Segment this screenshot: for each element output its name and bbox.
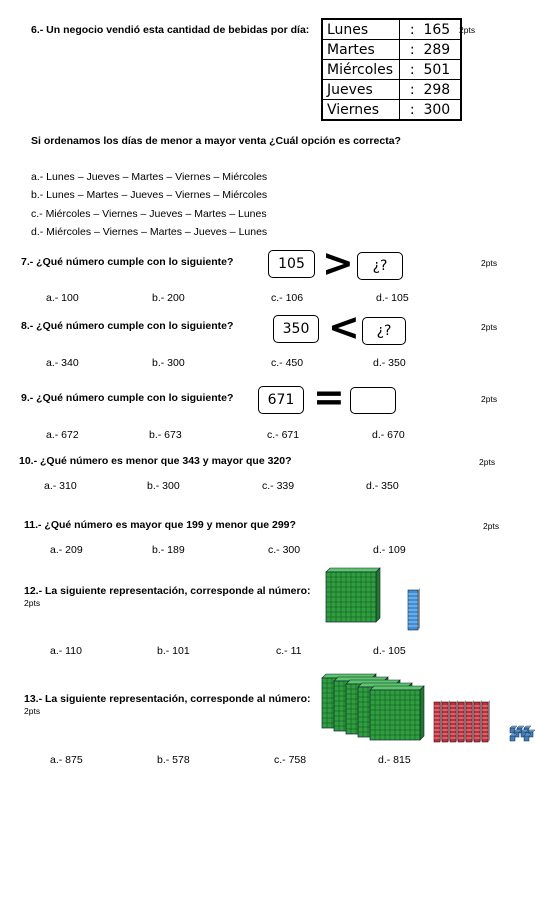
ten-rod-blocks [408,588,420,630]
q8-option-a[interactable]: a.- 340 [46,357,79,369]
ten-rod [434,700,442,742]
q6-option-c[interactable]: c.- Miércoles – Viernes – Jueves – Martes – Lunes [31,208,267,220]
ten-rod [466,700,474,742]
table-row [322,100,461,121]
q8-right-box: ¿? [362,317,406,345]
q7-points: 2pts [481,258,498,268]
q11-points: 2pts [483,521,500,531]
ten-rod-blocks [434,700,490,742]
q8-option-b[interactable]: b.- 300 [152,357,185,369]
value-cell: : 298 [400,80,462,100]
table-row [322,40,461,60]
q10-option-d[interactable]: d.- 350 [366,480,399,492]
hundred-flat-blocks [326,568,380,622]
ten-rod [474,700,482,742]
hundred-flat [326,568,380,622]
q6-question: 6.- Un negocio vendió esta cantidad de bebidas por día: [31,24,310,36]
q7-left-box: 105 [268,250,315,278]
q13-points: 2pts [24,706,41,716]
q12-points: 2pts [24,598,41,608]
q11-option-a[interactable]: a.- 209 [50,544,83,556]
q6-prompt: Si ordenamos los días de menor a mayor venta ¿Cuál opción es correcta? [31,135,401,147]
q9-question: 9.- ¿Qué número cumple con lo siguiente? [21,392,234,404]
q13-option-a[interactable]: a.- 875 [50,754,83,766]
q9-right-box [350,387,396,414]
equals-symbol: = [313,375,345,419]
greater-than-symbol: > [322,241,354,285]
ten-rod [442,700,450,742]
ten-rod [482,700,490,742]
sales-table [321,18,462,121]
q6-option-d[interactable]: d.- Miércoles – Viernes – Martes – Jueves – Lunes [31,226,268,238]
q8-left-box: 350 [273,315,319,343]
q7-right-box: ¿? [357,252,403,280]
q10-option-b[interactable]: b.- 300 [147,480,180,492]
hundred-flat [370,686,424,740]
q9-option-a[interactable]: a.- 672 [46,429,79,441]
table-row [322,60,461,80]
q10-option-c[interactable]: c.- 339 [262,480,295,492]
q8-points: 2pts [481,322,498,332]
q9-points: 2pts [481,394,498,404]
q11-option-b[interactable]: b.- 189 [152,544,185,556]
value-cell: : 300 [400,100,462,121]
q9-option-d[interactable]: d.- 670 [372,429,405,441]
hundred-flat-blocks [322,674,424,740]
q7-option-c[interactable]: c.- 106 [271,292,304,304]
q7-option-d[interactable]: d.- 105 [376,292,409,304]
q10-option-a[interactable]: a.- 310 [44,480,77,492]
table-row [322,80,461,100]
ten-rod [408,588,420,630]
q7-question: 7.- ¿Qué número cumple con lo siguiente? [21,256,234,268]
value-cell: : 289 [400,40,462,60]
q8-option-c[interactable]: c.- 450 [271,357,304,369]
q6-option-b[interactable]: b.- Lunes – Martes – Jueves – Viernes – Miércoles [31,189,268,201]
less-than-symbol: < [328,305,360,349]
q13-base-ten-blocks [318,672,540,748]
q12-option-b[interactable]: b.- 101 [157,645,190,657]
q8-option-d[interactable]: d.- 350 [373,357,406,369]
q6-option-a[interactable]: a.- Lunes – Jueves – Martes – Viernes – Miércoles [31,171,268,183]
value-cell: : 501 [400,60,462,80]
table-row [322,19,461,40]
q10-question: 10.- ¿Qué número es menor que 343 y mayor que 320? [19,455,292,467]
ten-rod [450,700,458,742]
q13-option-c[interactable]: c.- 758 [274,754,307,766]
q12-option-d[interactable]: d.- 105 [373,645,406,657]
q13-option-b[interactable]: b.- 578 [157,754,190,766]
day-cell: Miércoles [322,60,400,80]
q9-option-c[interactable]: c.- 671 [267,429,300,441]
day-cell: Lunes [322,19,400,40]
q9-left-box: 671 [258,386,304,414]
q7-option-a[interactable]: a.- 100 [46,292,79,304]
q7-option-b[interactable]: b.- 200 [152,292,185,304]
day-cell: Martes [322,40,400,60]
q8-question: 8.- ¿Qué número cumple con lo siguiente? [21,320,234,332]
q12-question: 12.- La siguiente representación, corresponde al número: [24,585,311,597]
q6-points: 2pts [459,25,476,35]
ten-rod [458,700,466,742]
q11-option-d[interactable]: d.- 109 [373,544,406,556]
day-cell: Jueves [322,80,400,100]
day-cell: Viernes [322,100,400,121]
q11-option-c[interactable]: c.- 300 [268,544,301,556]
unit-cube [510,734,517,741]
q12-option-c[interactable]: c.- 11 [276,645,302,657]
unit-cube-blocks [510,726,535,741]
q9-option-b[interactable]: b.- 673 [149,429,182,441]
q13-question: 13.- La siguiente representación, corresponde al número: [24,693,311,705]
value-cell: : 165 [400,19,462,40]
q11-question: 11.- ¿Qué número es mayor que 199 y menor que 299? [24,519,296,531]
q12-option-a[interactable]: a.- 110 [50,645,82,657]
q10-points: 2pts [479,457,496,467]
unit-cube [524,734,531,741]
q13-option-d[interactable]: d.- 815 [378,754,411,766]
q12-base-ten-blocks [320,566,430,636]
